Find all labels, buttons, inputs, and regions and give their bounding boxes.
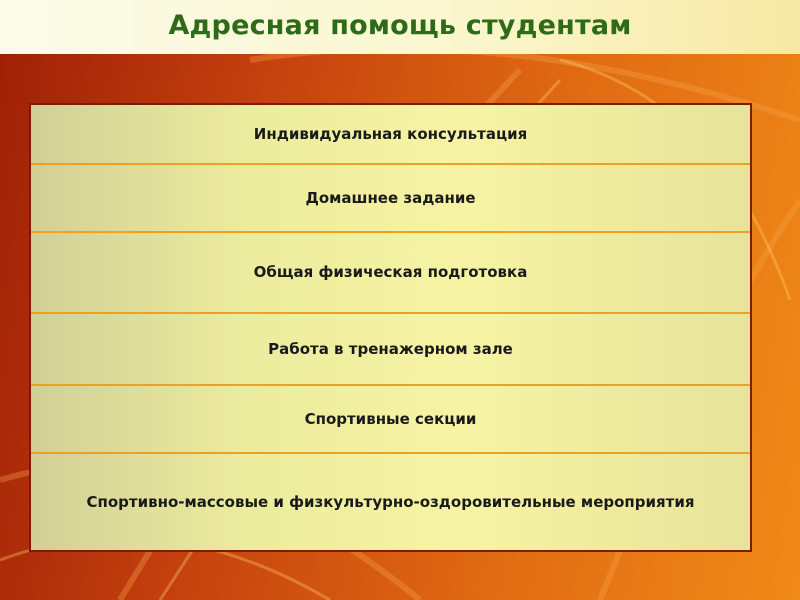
table-row: Спортивные секции	[31, 386, 750, 454]
title-bar	[0, 0, 800, 54]
table-row: Работа в тренажерном зале	[31, 314, 750, 386]
table-row: Индивидуальная консультация	[31, 105, 750, 165]
table-row: Спортивно-массовые и физкультурно-оздоровительные мероприятия	[86, 492, 695, 511]
table-row: Общая физическая подготовка	[31, 233, 750, 314]
slide-title: Адресная помощь студентам	[168, 10, 632, 41]
table-row: Домашнее задание	[31, 165, 750, 233]
assistance-table	[29, 103, 752, 552]
